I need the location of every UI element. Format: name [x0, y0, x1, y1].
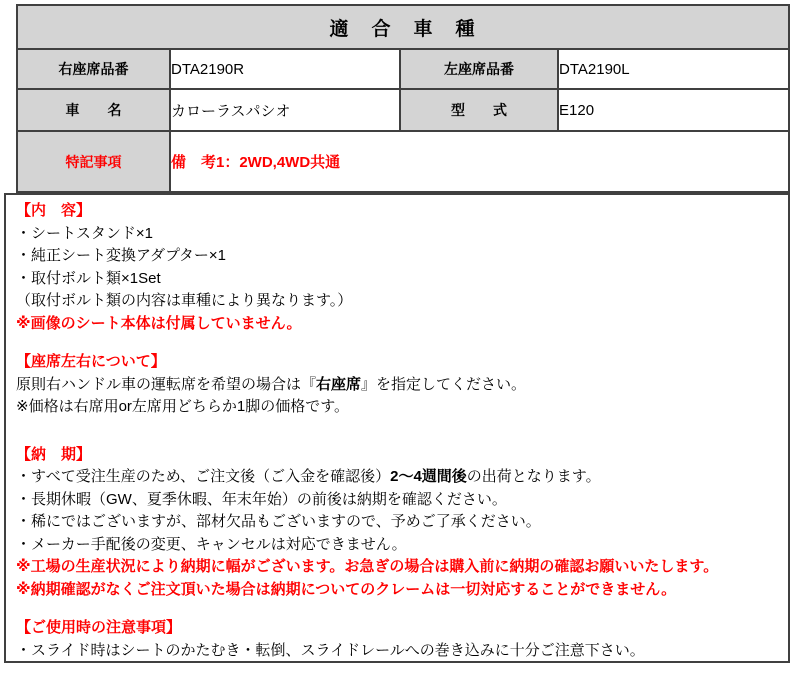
model-value: E120 — [558, 89, 789, 131]
line-text: 』を指定してください。 — [361, 375, 527, 393]
info-line: ・シートスタンド×1 — [16, 224, 153, 242]
model-label: 型 式 — [400, 89, 558, 131]
info-line: ・取付ボルト類×1Set — [16, 269, 161, 287]
info-line: （取付ボルト類の内容は車種により異なります。） — [16, 292, 353, 309]
part-number-row — [17, 49, 789, 89]
line-text-bold: 右座席 — [316, 375, 362, 393]
car-name-label: 車 名 — [17, 89, 170, 131]
section-contents-heading: 【内 容】 — [16, 202, 92, 219]
info-line: ※価格は右席用or左席用どちらか1脚の価格です。 — [16, 398, 350, 415]
info-line: ・稀にではございますが、部材欠品もございますので、予めご了承ください。 — [16, 513, 541, 530]
part-right-label: 右座席品番 — [17, 49, 170, 89]
info-box — [4, 193, 790, 663]
table-title: 適 合 車 種 — [17, 5, 789, 49]
info-line: ・メーカー手配後の変更、キャンセルは対応できません。 — [16, 535, 407, 553]
section-seat-side — [16, 351, 778, 419]
info-line — [16, 374, 778, 397]
section-delivery-heading: 【納 期】 — [16, 445, 92, 463]
info-line — [16, 466, 778, 489]
part-left-label: 左座席品番 — [400, 49, 558, 89]
line-text: ・すべて受注生産のため、ご注文後（ご入金を確認後） — [16, 468, 391, 485]
table-title-row — [17, 5, 789, 49]
line-text-bold: 2～4週間後 — [390, 468, 467, 485]
part-right-value: DTA2190R — [170, 49, 400, 89]
compat-table — [16, 4, 790, 193]
info-line: ・長期休暇（GW、夏季休暇、年末年始）の前後は納期を確認ください。 — [16, 490, 507, 508]
info-line: ・純正シート変換アダプター×1 — [16, 247, 227, 264]
info-line: ・スライド時はシートのかたむき・転倒、スライドレールへの巻き込みに十分ご注意下さい。 — [16, 641, 645, 659]
line-text: の出荷となります。 — [466, 468, 601, 485]
section-seat-heading: 【座席左右について】 — [16, 353, 166, 370]
section-delivery — [16, 444, 778, 602]
special-notes-value: 備 考1：2WD,4WD共通 — [170, 131, 789, 192]
special-notes-label: 特記事項 — [17, 131, 170, 192]
section-contents — [16, 200, 778, 335]
car-name-value: カローラスパシオ — [170, 89, 400, 131]
section-usage-heading: 【ご使用時の注意事項】 — [16, 619, 182, 636]
special-notes-row — [17, 131, 789, 192]
info-line-warning: ※画像のシート本体は付属していません。 — [16, 314, 302, 332]
info-line-warning: ※工場の生産状況により納期に幅がございます。お急ぎの場合は購入前に納期の確認お願いいたします。 — [16, 558, 719, 575]
line-text: 原則右ハンドル車の運転席を希望の場合は『 — [16, 375, 317, 393]
car-model-row — [17, 89, 789, 131]
part-left-value: DTA2190L — [558, 49, 789, 89]
section-usage — [16, 617, 778, 662]
info-line-warning: ※納期確認がなくご注文頂いた場合は納期についてのクレームは一切対応することができません。 — [16, 580, 677, 598]
